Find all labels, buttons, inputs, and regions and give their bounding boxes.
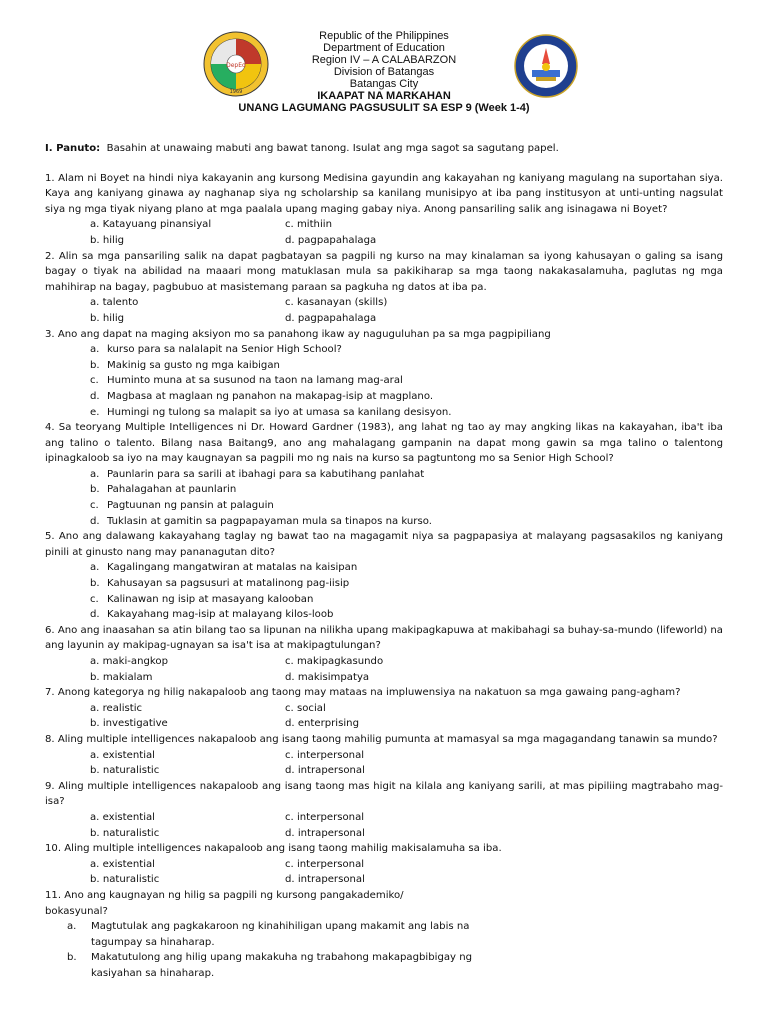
answer-option: d. intrapersonal (285, 874, 365, 886)
answer-options (90, 217, 723, 248)
document-header (0, 30, 768, 114)
exam-title: UNANG LAGUMANG PAGSUSULIT SA ESP 9 (Week 1-4) (238, 102, 530, 114)
answer-options (90, 342, 723, 420)
answer-option: d. intrapersonal (285, 765, 365, 777)
answer-option: a. realistic (90, 702, 143, 714)
answer-option: c. kasanayan (skills) (285, 297, 388, 309)
option-letter: a. (90, 468, 100, 480)
answer-option: b. makialam (90, 671, 153, 683)
answer-option (90, 389, 723, 405)
answer-option: b. naturalistic (90, 874, 160, 886)
option-letter: d. (90, 515, 100, 527)
answer-options (90, 857, 723, 888)
answer-option: d. pagpapahalaga (285, 312, 377, 324)
question-text: 5. Ano ang dalawang kakayahang taglay ng bawat tao na magagamit niya sa pagpapasiya at malayang pagsasakilos ng kaniyang pinili at ginusto nang may pananagutan dito? (45, 531, 723, 558)
question-text: 8. Aling multiple intelligences nakapaloob ang isang taong mahilig pumunta at mamasyal sa mga magagandang tanawin sa mundo? (45, 733, 718, 745)
answer-options (90, 748, 723, 779)
option-text: Makatutulong ang hilig upang makakuha ng trabahong makapagbibigay ng kasiyahan sa hinaharap. (91, 952, 473, 979)
answer-option (90, 342, 723, 358)
answer-option: d. makisimpatya (285, 671, 370, 683)
option-letter: b. (90, 578, 100, 590)
instructions (45, 141, 723, 157)
option-letter: e. (90, 406, 100, 418)
answer-option: c. interpersonal (285, 749, 365, 761)
answer-option: c. makipagkasundo (285, 656, 384, 667)
question-text: 6. Ano ang inaasahan sa atin bilang tao sa lipunan na nilikha upang makipagkapuwa at makibahagi sa buhay-sa-mundo (lifeworld) na ang layunin ay makipag-ugnayan sa isa't isa at makipagtulungan? (45, 624, 723, 652)
answer-option: a. existential (90, 749, 155, 761)
option-text: Humingi ng tulong sa malapit sa iyo at umasa sa kanilang desisyon. (107, 406, 452, 418)
answer-options (67, 919, 487, 981)
question-text: 11. Ano ang kaugnayan ng hilig sa pagpili ng kursong pangakademiko/ bokasyunal? (45, 889, 404, 917)
answer-option: a. existential (90, 811, 155, 823)
option-letter: d. (90, 390, 100, 402)
header-city: Batangas City (349, 78, 419, 90)
option-text: Kakayahang mag-isip at malayang kilos-loob (107, 609, 334, 621)
option-text: Makinig sa gusto ng mga kaibigan (107, 359, 280, 371)
option-letter: d. (90, 609, 100, 621)
question-text: 3. Ano ang dapat na maging aksiyon mo sa panahong ikaw ay naguguluhan pa sa mga pagpipiliang (45, 328, 551, 340)
option-text: Huminto muna at sa susunod na taon na lamang mag-aral (107, 375, 403, 387)
answer-option: c. social (285, 702, 326, 714)
option-text: Magbasa at maglaan ng panahon na makapag-isip at magplano. (107, 390, 434, 402)
option-text: Pagtuunan ng pansin at palaguin (107, 500, 274, 512)
option-letter: a. (90, 562, 100, 574)
option-text: Pahalagahan at paunlarin (107, 484, 237, 496)
question-text: 10. Aling multiple intelligences nakapaloob ang isang taong mahilig makisalamuha sa iba. (45, 843, 502, 855)
instructions-text: Basahin at unawaing mabuti ang bawat tanong. Isulat ang mga sagot sa sagutang papel. (106, 143, 559, 154)
answer-option: b. naturalistic (90, 765, 160, 777)
answer-option (90, 373, 723, 389)
answer-options (90, 295, 723, 326)
answer-option: b. naturalistic (90, 827, 160, 839)
exam-quarter-title: IKAAPAT NA MARKAHAN (317, 90, 451, 102)
option-letter: b. (90, 484, 100, 496)
answer-option: d. intrapersonal (285, 827, 365, 839)
option-letter: c. (90, 593, 99, 605)
answer-option (90, 592, 723, 608)
answer-option (90, 514, 723, 530)
answer-option: a. talento (90, 297, 139, 309)
answer-option (90, 482, 723, 498)
logo-deped-text: DepEd (226, 62, 246, 69)
answer-option: d. pagpapahalaga (285, 234, 377, 246)
header-department: Department of Education (323, 42, 445, 54)
answer-options (90, 654, 723, 685)
option-letter: b. (67, 952, 77, 964)
question-text: 1. Alam ni Boyet na hindi niya kakayanin ang kursong Medisina gayundin ang kakayahan ng kaniyang magulang na suportahan siya. Kaya ang kaniyang ginawa ay naghanap siya ng scholarship sa kanilang munisipyo at iba pang institusyon at unti-unting nagsulat siya ng mga tiyak niyang plano at mga paalala upang maging gabay niya. Anong pansariling salik ang isinagawa ni Boyet? (45, 172, 723, 215)
logo-year-text: 1969 (229, 89, 243, 95)
answer-option: c. interpersonal (285, 858, 365, 870)
answer-option (90, 498, 723, 514)
answer-option (90, 358, 723, 374)
answer-option: a. maki-angkop (90, 656, 168, 667)
answer-option (90, 467, 723, 483)
option-letter: a. (90, 344, 100, 356)
option-text: Magtutulak ang pagkakaroon ng kinahihiligan upang makamit ang labis na tagumpay sa hinaharap. (91, 921, 470, 948)
header-republic: Republic of the Philippines (319, 30, 449, 42)
header-division: Division of Batangas (333, 66, 435, 78)
answer-options (90, 560, 723, 622)
option-text: Kahusayan sa pagsusuri at matalinong pag-iisip (107, 578, 350, 590)
answer-option: b. investigative (90, 718, 168, 730)
answer-option: c. mithiin (285, 219, 332, 231)
answer-options (90, 467, 723, 529)
answer-option: b. hilig (90, 312, 125, 324)
answer-options (90, 810, 723, 841)
option-letter: b. (90, 359, 100, 371)
question-text: 9. Aling multiple intelligences nakapaloob ang isang taong mas higit na kilala ang kaniyang sarili, at mas pipiliing magtrabaho mag-isa? (45, 780, 723, 808)
answer-option (90, 607, 723, 623)
option-letter: c. (90, 500, 99, 512)
option-text: Paunlarin para sa sarili at ibahagi para sa kabutihang panlahat (107, 468, 425, 480)
answer-options (90, 701, 723, 732)
answer-option (90, 560, 723, 576)
option-letter: a. (67, 921, 77, 933)
option-text: Tuklasin at gamitin sa pagpapayaman mula sa tinapos na kurso. (107, 515, 432, 527)
answer-option (90, 576, 723, 592)
exam-content (45, 141, 723, 981)
option-text: kurso para sa nalalapit na Senior High School? (107, 344, 342, 356)
answer-option: d. enterprising (285, 718, 359, 730)
option-text: Kalinawan ng isip at masayang kalooban (107, 593, 314, 605)
option-letter: c. (90, 375, 99, 387)
answer-option: b. hilig (90, 234, 125, 246)
answer-option (67, 919, 487, 950)
answer-option (67, 950, 487, 981)
answer-option: a. Katayuang pinansiyal (90, 219, 212, 231)
question-text: 2. Alin sa mga pansariling salik na dapat pagbatayan sa pagpili ng kurso na may kinalaman sa iyong kahusayan o galing sa isang bagay o tiyak na abilidad na maaari mong matuklasan mula sa pakikiharap sa mga taong nakakasalamuha, paglutas ng mga mahihirap na bagay, pagbubuo at masistemang paraan sa pagkuha ng datos at iba pa. (45, 250, 723, 293)
answer-option: a. existential (90, 858, 155, 870)
question-text: 4. Sa teoryang Multiple Intelligences ni Dr. Howard Gardner (1983), ang lahat ng tao ay may angking likas na kakayahan, iba't iba ang talino o talento. Bilang nasa Baitang9, ano ang mahalagang gampanin na dapat mong gawin sa mga talino o talentong ipinagkaloob sa iyo na may kaugnayan sa pagpili mo ng nais na kurso sa pagtuntong mo sa Senior High School? (45, 422, 723, 465)
answer-option: c. interpersonal (285, 811, 365, 823)
answer-option (90, 405, 723, 421)
question-text: 7. Anong kategorya ng hilig nakapaloob ang taong may mataas na impluwensiya na nakatuon sa mga gawaing pang-agham? (45, 687, 681, 699)
option-text: Kagalingang mangatwiran at matalas na kaisipan (107, 562, 358, 574)
header-region: Region IV – A CALABARZON (311, 54, 457, 66)
instructions-label: I. Panuto: (45, 143, 101, 154)
